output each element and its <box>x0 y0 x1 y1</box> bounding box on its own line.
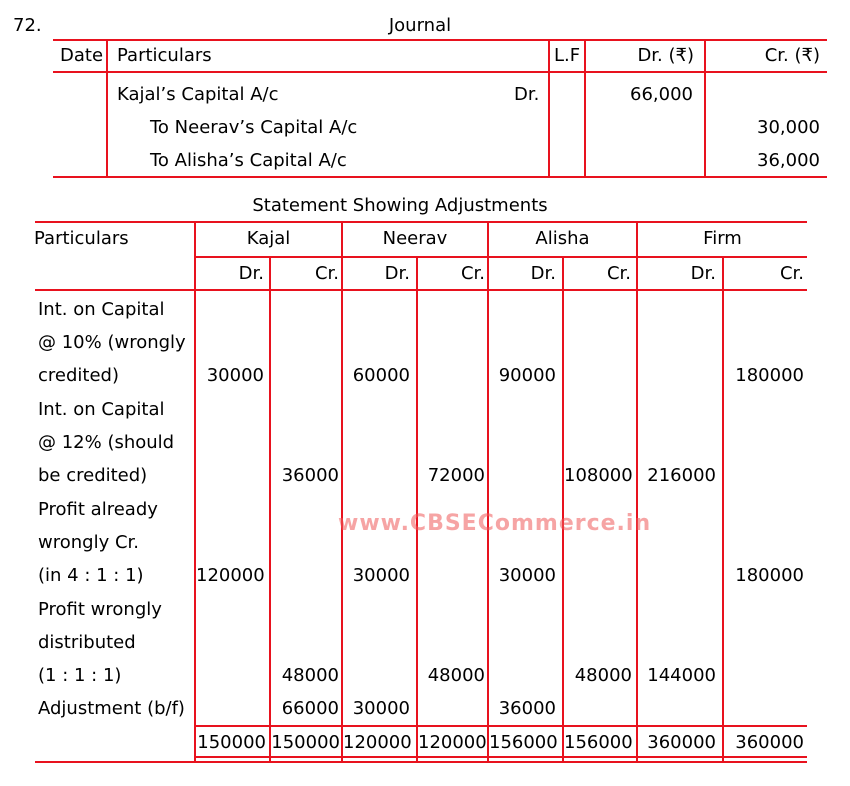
cell-alisha-cr: 48000 <box>574 665 632 686</box>
journal-cr-amount: 30,000 <box>757 117 820 138</box>
sub-header-cr: Cr. <box>460 263 485 284</box>
cell-firm-dr: 144000 <box>647 665 716 686</box>
cell-firm-cr: 180000 <box>735 365 804 386</box>
journal-header-lf: L.F <box>553 45 581 66</box>
total-kajal-dr: 150000 <box>197 732 266 753</box>
total-neerav-dr: 120000 <box>343 732 412 753</box>
cell-kajal-cr: 36000 <box>281 465 339 486</box>
row-label: wrongly Cr. <box>38 532 139 553</box>
cell-alisha-dr: 36000 <box>498 698 556 719</box>
watermark: www.CBSECommerce.in <box>338 511 652 536</box>
statement-group-firm: Firm <box>703 228 742 249</box>
row-label: be credited) <box>38 465 148 486</box>
cell-alisha-cr: 108000 <box>564 465 633 486</box>
total-alisha-dr: 156000 <box>489 732 558 753</box>
cell-neerav-dr: 30000 <box>352 565 410 586</box>
journal-dr-marker: Dr. <box>514 84 540 105</box>
cell-neerav-dr: 60000 <box>352 365 410 386</box>
row-label: Adjustment (b/f) <box>38 698 185 719</box>
total-alisha-cr: 156000 <box>564 732 633 753</box>
journal-header-particulars: Particulars <box>117 45 212 66</box>
journal-cr-amount: 36,000 <box>757 150 820 171</box>
row-label: (in 4 : 1 : 1) <box>38 565 144 586</box>
cell-neerav-cr: 48000 <box>427 665 485 686</box>
journal-header-date: Date <box>60 45 104 66</box>
statement-title: Statement Showing Adjustments <box>252 195 548 216</box>
statement-group-alisha: Alisha <box>535 228 590 249</box>
journal-debit-account: Kajal’s Capital A/c <box>117 84 279 105</box>
journal-dr-amount: 66,000 <box>630 84 693 105</box>
row-label: @ 12% (should <box>38 432 175 453</box>
journal-credit-line: To Alisha’s Capital A/c <box>150 150 347 171</box>
cell-kajal-dr: 120000 <box>196 565 265 586</box>
statement-header-particulars: Particulars <box>34 228 129 249</box>
cell-neerav-dr: 30000 <box>352 698 410 719</box>
total-firm-cr: 360000 <box>735 732 804 753</box>
journal-header-cr: Cr. (₹) <box>764 45 820 66</box>
total-firm-dr: 360000 <box>647 732 716 753</box>
sub-header-cr: Cr. <box>314 263 339 284</box>
cell-kajal-dr: 30000 <box>206 365 264 386</box>
row-label: credited) <box>38 365 119 386</box>
sub-header-dr: Dr. <box>690 263 716 284</box>
statement-group-kajal: Kajal <box>246 228 291 249</box>
cell-firm-dr: 216000 <box>647 465 716 486</box>
total-kajal-cr: 150000 <box>271 732 340 753</box>
cell-alisha-dr: 30000 <box>498 565 556 586</box>
cell-kajal-cr: 48000 <box>281 665 339 686</box>
statement-group-neerav: Neerav <box>382 228 448 249</box>
total-neerav-cr: 120000 <box>418 732 487 753</box>
cell-neerav-cr: 72000 <box>427 465 485 486</box>
row-label: distributed <box>38 632 136 653</box>
sub-header-cr: Cr. <box>606 263 631 284</box>
cell-kajal-cr: 66000 <box>281 698 339 719</box>
row-label: Profit wrongly <box>38 599 162 620</box>
question-number: 72. <box>13 15 42 36</box>
sub-header-dr: Dr. <box>530 263 556 284</box>
cell-alisha-dr: 90000 <box>498 365 556 386</box>
row-label: @ 10% (wrongly <box>38 332 186 353</box>
row-label: Int. on Capital <box>38 299 165 320</box>
row-label: Profit already <box>38 499 158 520</box>
journal-title: Journal <box>388 15 452 36</box>
row-label: (1 : 1 : 1) <box>38 665 122 686</box>
row-label: Int. on Capital <box>38 399 165 420</box>
sub-header-dr: Dr. <box>238 263 264 284</box>
cell-firm-cr: 180000 <box>735 565 804 586</box>
sub-header-dr: Dr. <box>384 263 410 284</box>
sub-header-cr: Cr. <box>779 263 804 284</box>
journal-credit-line: To Neerav’s Capital A/c <box>150 117 358 138</box>
journal-header-dr: Dr. (₹) <box>637 45 694 66</box>
